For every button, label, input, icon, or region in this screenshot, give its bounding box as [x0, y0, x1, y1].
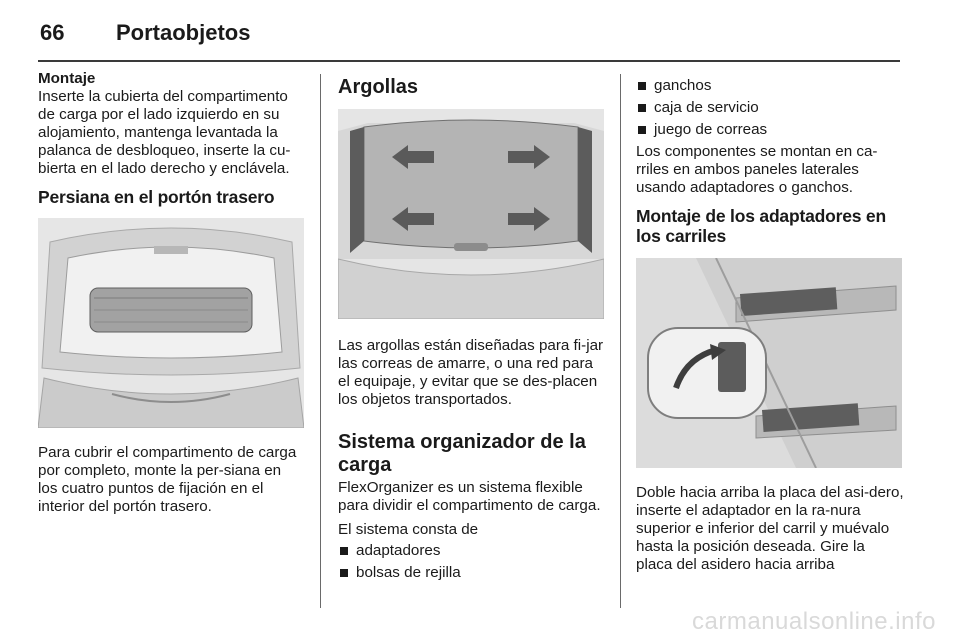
page-header	[38, 16, 900, 60]
paragraph: Doble hacia arriba la placa del asi-dero, inserte el adaptador en la ra-nura superior e inferior del carril y muévalo hasta la posición deseada. Gire la placa del asidero hacia arriba	[636, 484, 904, 573]
list-item: ganchos	[636, 75, 904, 97]
column-middle	[338, 70, 606, 584]
list-item: caja de servicio	[636, 97, 904, 119]
paragraph: Los componentes se montan en ca-rriles en ambos paneles laterales usando adaptadores o ganchos.	[636, 143, 878, 196]
column-divider	[620, 74, 621, 608]
column-divider	[320, 74, 321, 608]
column-right	[636, 70, 904, 574]
list-item: adaptadores	[338, 540, 606, 562]
list-item: bolsas de rejilla	[338, 562, 606, 584]
subsection-heading: Persiana en el portón trasero	[38, 187, 275, 207]
cargo-hooks-illustration	[338, 109, 604, 319]
bullet-list	[636, 75, 904, 141]
subsection-heading: Montaje de los adaptadores en los carriles	[636, 206, 886, 246]
watermark: carmanualsonline.info	[692, 608, 936, 635]
header-rule	[38, 60, 900, 62]
list-item: juego de correas	[636, 119, 904, 141]
paragraph: El sistema consta de	[338, 521, 479, 538]
paragraph: Las argollas están diseñadas para fi-jar las correas de amarre, o una red para el equipaje, y evitar que se des-placen los objetos transportados.	[338, 337, 604, 408]
paragraph: FlexOrganizer es un sistema flexible para dividir el compartimento de carga.	[338, 479, 601, 514]
page-number: 66	[40, 20, 65, 45]
adapter-rail-illustration	[636, 258, 902, 468]
section-title: Portaobjetos	[116, 20, 251, 45]
tailgate-shade-illustration	[38, 218, 304, 428]
subsection-label: Montaje	[38, 70, 96, 87]
section-heading-organizer: Sistema organizador de la carga	[338, 431, 586, 476]
bullet-list	[338, 540, 606, 584]
paragraph: Para cubrir el compartimento de carga por completo, monte la per-siana en los cuatro puntos de fijación en el interior del portón trasero.	[38, 444, 297, 515]
section-heading-argollas: Argollas	[338, 76, 419, 98]
paragraph: Inserte la cubierta del compartimento de carga por el lado izquierdo en su alojamiento, mantenga levantada la palanca de desbloqueo, inserte la cu-bierta en el lado derecho y enclávela.	[38, 88, 291, 177]
column-left	[38, 70, 304, 516]
